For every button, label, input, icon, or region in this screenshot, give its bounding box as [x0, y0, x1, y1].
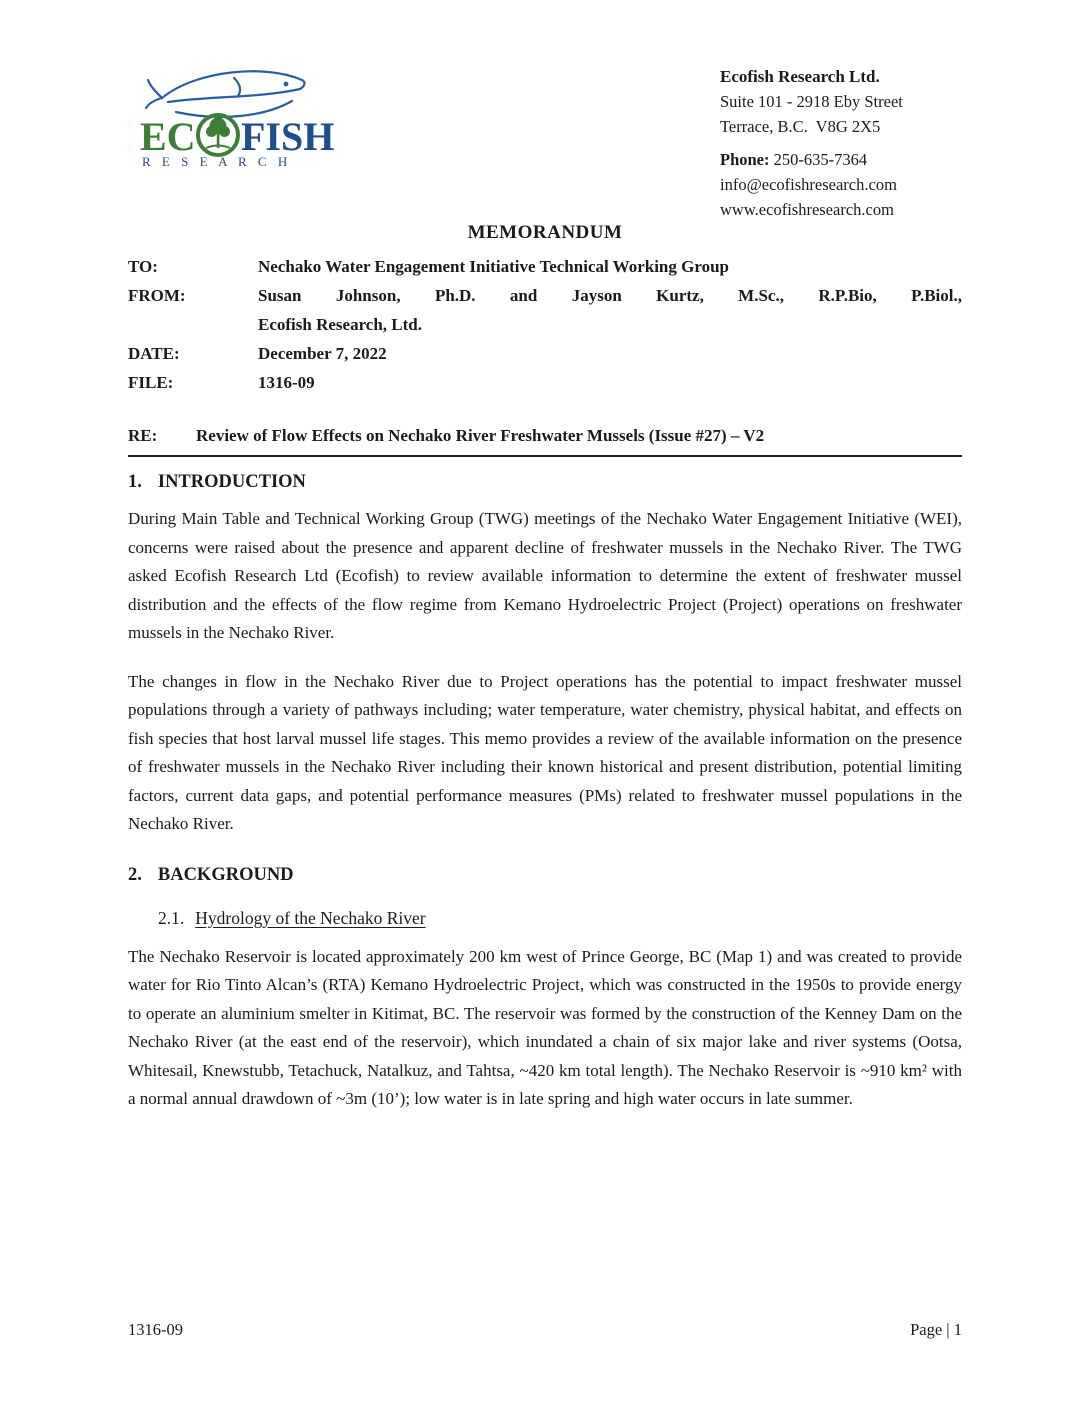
file-label: FILE: — [128, 373, 174, 392]
logo-subtitle: R E S E A R C H — [142, 154, 292, 168]
phone-number: 250-635-7364 — [773, 150, 868, 169]
to-label: TO: — [128, 257, 158, 276]
memorandum-title: MEMORANDUM — [467, 222, 623, 243]
intro-paragraph-1: During Main Table and Technical Working Group (TWG) meetings of the Nechako Water Engagement Initiative (WEI), concerns were raised about the presence and apparent decline of freshwater mussels in the Nechako River. The TWG asked Ecofish Research Ltd (Ecofish) to review available information to determine the extent of freshwater mussel distribution and the effects of the flow regime from Kemano Hydroelectric Project (Project) operations on freshwater mussels in the Nechako River. — [128, 509, 962, 642]
logo-text-fish: FISH — [241, 114, 335, 159]
ecofish-logo — [138, 56, 343, 168]
to-value: Nechako Water Engagement Initiative Technical Working Group — [258, 257, 730, 276]
heading-hydrology-text: Hydrology of the Nechako River — [195, 907, 426, 928]
from-value — [258, 281, 962, 339]
tree-icon — [206, 118, 230, 149]
from-label: FROM: — [128, 286, 186, 305]
memo-row-date — [128, 339, 962, 368]
heading-introduction-number: 1. — [128, 472, 142, 492]
footer-file-number: 1316-09 — [128, 1320, 183, 1339]
heading-introduction-text: INTRODUCTION — [157, 472, 306, 492]
heading-hydrology-number: 2.1. — [158, 907, 185, 928]
date-value: December 7, 2022 — [258, 344, 387, 363]
intro-paragraph-2: The changes in flow in the Nechako River due to Project operations has the potential to impact freshwater mussel populations through a variety of pathways including; water temperature, water chemistry, physical habitat, and effects on fish species that host larval mussel life stages. This memo provides a review of the available information on the presence of freshwater mussels in the Nechako River including their known historical and present distribution, potential limiting factors, current data gaps, and potential performance measures (PMs) related to freshwater mussel populations in the Nechako River. — [128, 671, 962, 833]
address-line-2: Terrace, B.C. V8G 2X5 — [720, 117, 881, 136]
fish-eye — [284, 82, 289, 87]
from-value-line2: Ecofish Research, Ltd. — [258, 315, 423, 334]
memo-row-from — [128, 281, 962, 339]
heading-background-number: 2. — [128, 864, 142, 885]
heading-introduction — [128, 472, 962, 493]
address-line-1: Suite 101 - 2918 Eby Street — [720, 92, 903, 111]
date-label: DATE: — [128, 344, 180, 363]
page-footer — [128, 1320, 962, 1340]
re-subject: Review of Flow Effects on Nechako River Freshwater Mussels (Issue #27) – V2 — [196, 426, 765, 445]
re-block — [128, 424, 962, 457]
heading-hydrology — [158, 908, 962, 929]
heading-background-text: BACKGROUND — [157, 864, 294, 885]
footer-page-number: Page | 1 — [910, 1320, 962, 1339]
phone-row — [720, 147, 978, 172]
fish-icon — [146, 71, 304, 117]
file-value: 1316-09 — [258, 373, 315, 392]
from-value-line1: Susan Johnson, Ph.D. and Jayson Kurtz, M.Sc., R.P.Bio, P.Biol., — [258, 286, 962, 305]
ecofish-logo-graphic — [138, 56, 343, 168]
company-name: Ecofish Research Ltd. — [720, 67, 880, 86]
document-body — [128, 472, 962, 1114]
phone-label: Phone: — [720, 150, 770, 169]
website-url: www.ecofishresearch.com — [720, 200, 894, 219]
email-address: info@ecofishresearch.com — [720, 175, 897, 194]
memo-fields — [128, 252, 962, 397]
memo-row-to — [128, 252, 962, 281]
logo-text-eco: EC — [140, 114, 196, 159]
re-label: RE: — [128, 426, 158, 445]
heading-background — [128, 865, 962, 886]
memo-row-file — [128, 368, 962, 397]
contact-block — [720, 64, 978, 222]
hydrology-paragraph: The Nechako Reservoir is located approximately 200 km west of Prince George, BC (Map 1) and was created to provide water for Rio Tinto Alcan’s (RTA) Kemano Hydroelectric Project, which was constructed in the 1950s to provide energy to operate an aluminium smelter in Kitimat, BC. The reservoir was formed by the construction of the Kenney Dam on the Nechako River (at the east end of the reservoir), which inundated a chain of six major lake and river systems (Ootsa, Whitesail, Knewstubb, Tetachuck, Natalkuz, and Tahtsa, ~420 km total length). The Nechako Reservoir is ~910 km² with a normal annual drawdown of ~3m (10’); low water is in late spring and high water occurs in late summer. — [128, 946, 962, 1108]
